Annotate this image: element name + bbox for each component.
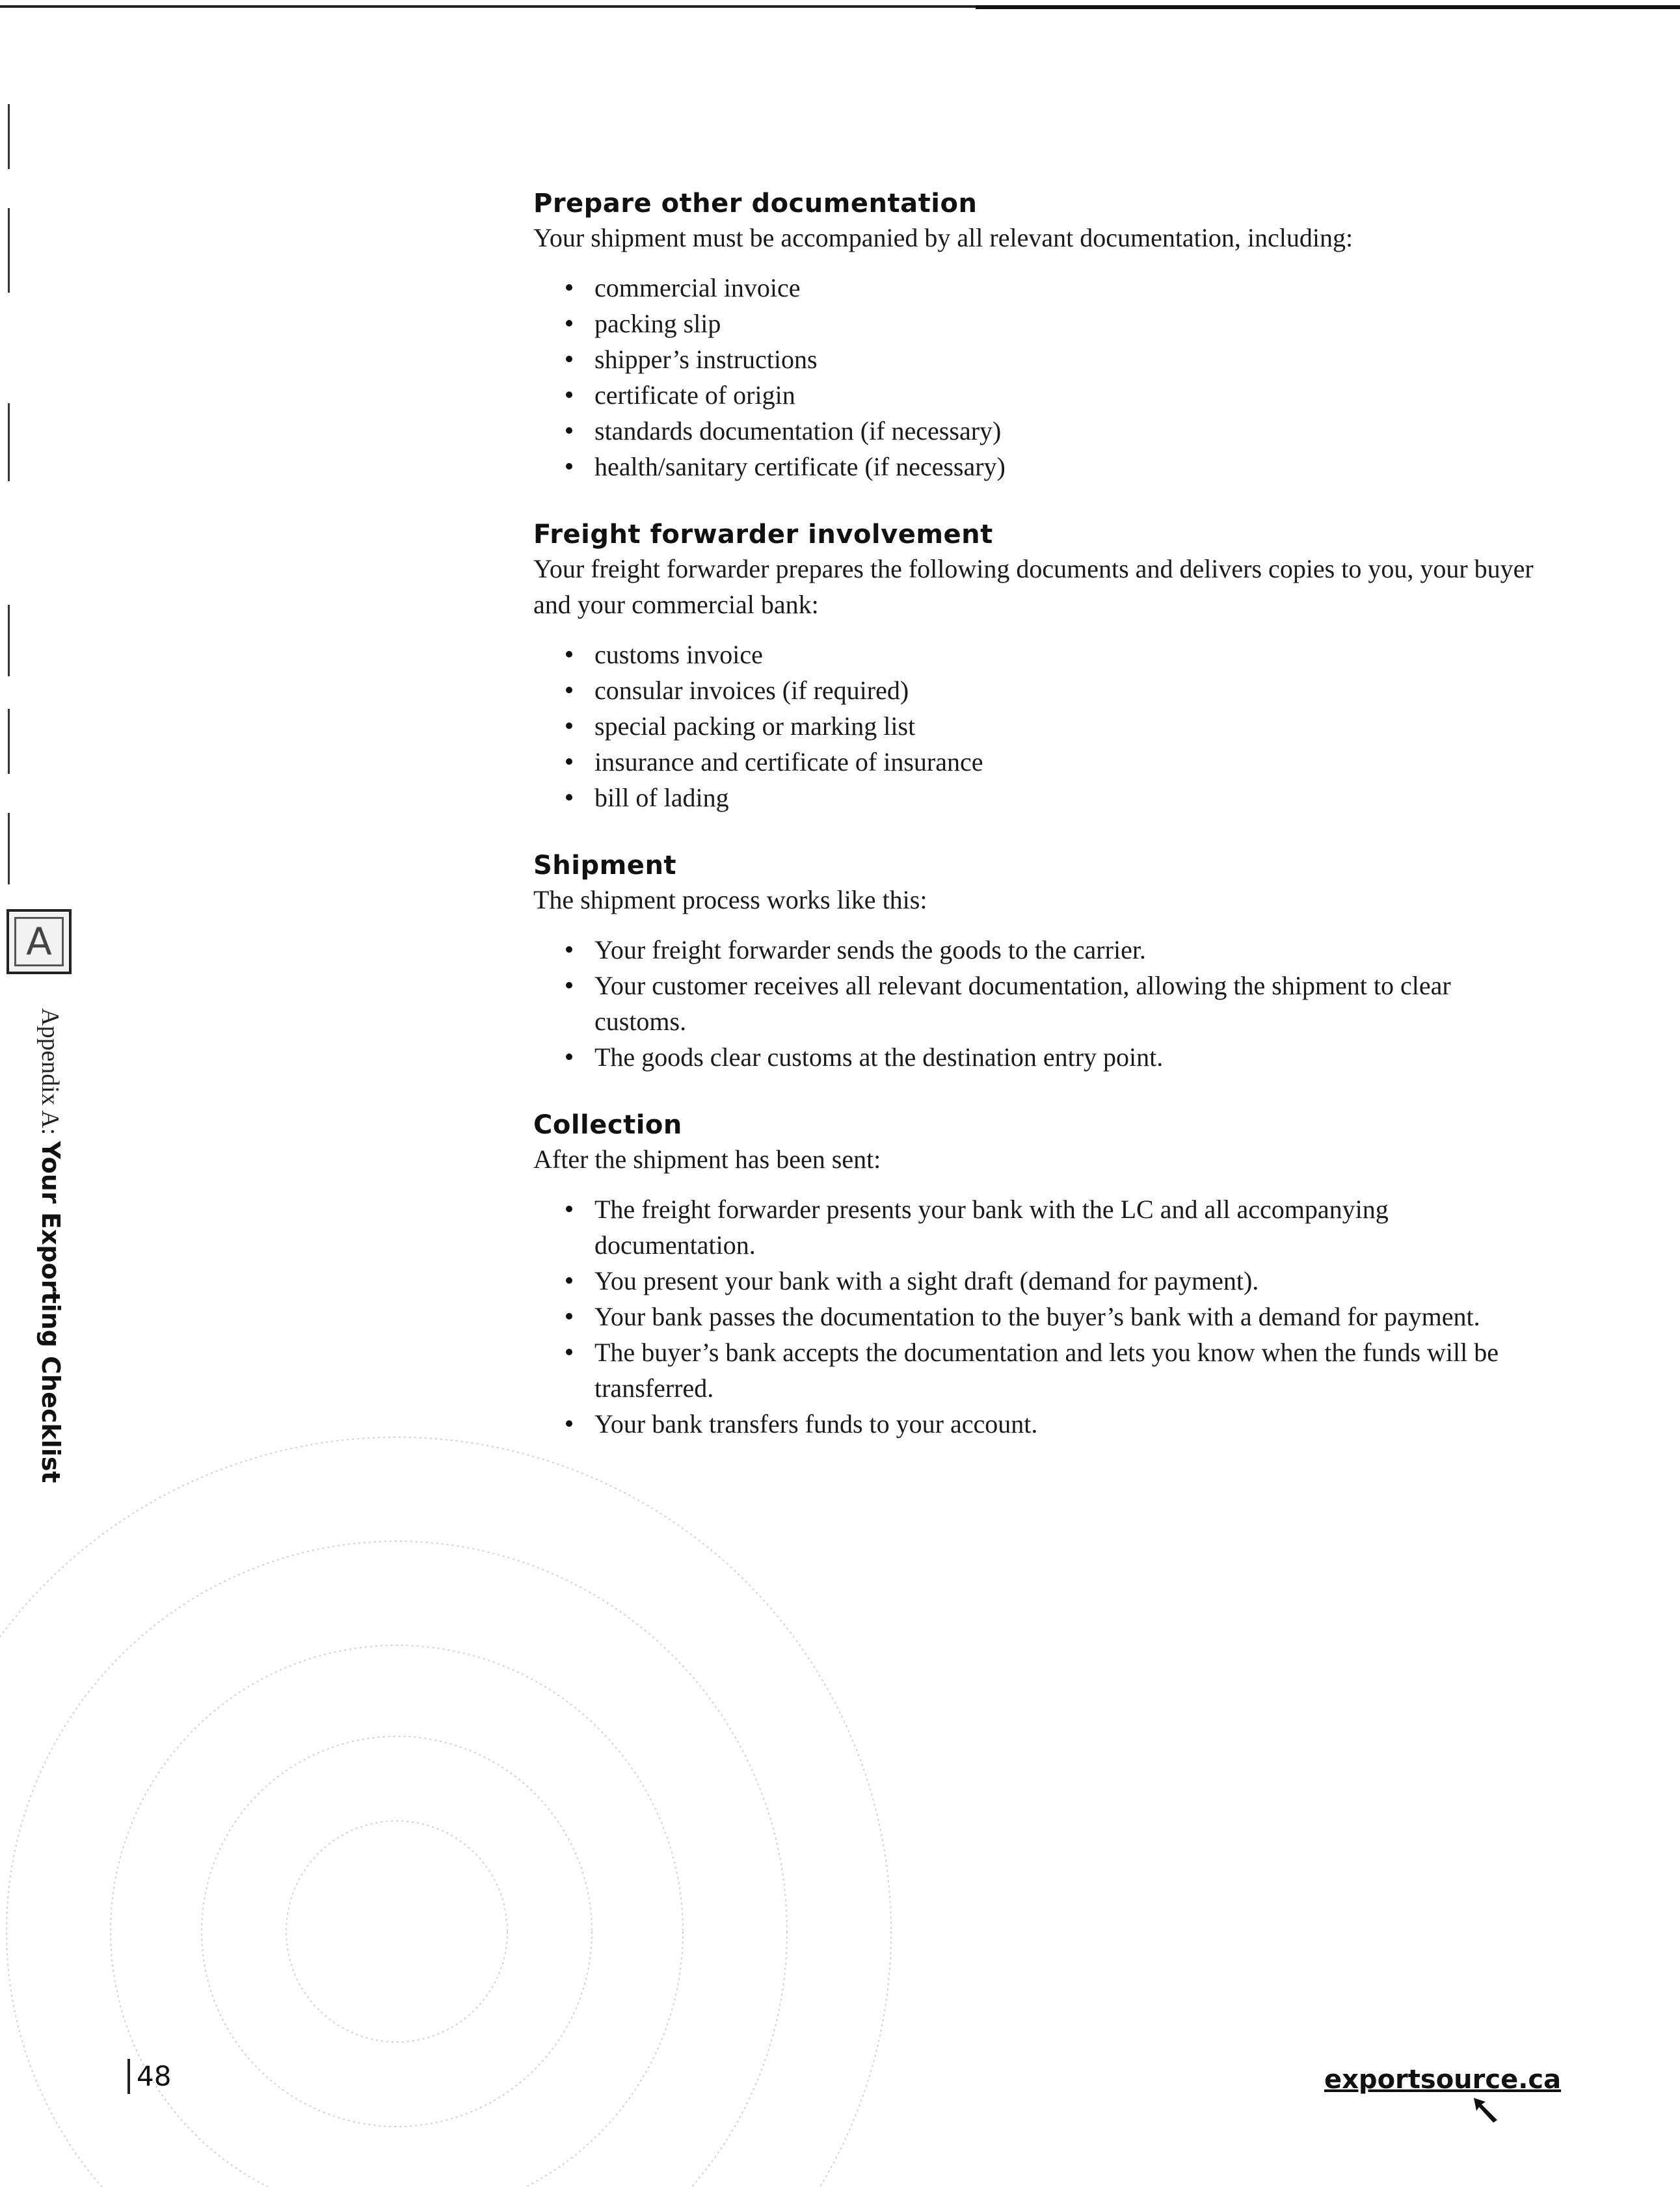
list-item: The freight forwarder presents your bank with the LC and all accompanying documentation. — [566, 1191, 1548, 1263]
list-item: certificate of origin — [566, 377, 1548, 413]
bullet-list — [533, 637, 1548, 815]
section-heading: Freight forwarder involvement — [533, 520, 993, 550]
section-intro: After the shipment has been sent: — [533, 1145, 881, 1174]
section-intro: Your freight forwarder prepares the following documents and delivers copies to you, your buyer and your commercial bank: — [533, 554, 1534, 619]
cursor-arrow-icon — [1471, 2095, 1510, 2128]
list-item: special packing or marking list — [566, 708, 1548, 744]
section-intro: The shipment process works like this: — [533, 885, 927, 914]
margin-rule — [8, 813, 10, 884]
margin-rule — [8, 709, 10, 774]
list-item: Your bank passes the documentation to the buyer’s bank with a demand for payment. — [566, 1299, 1548, 1334]
appendix-tab-letter: A — [26, 920, 52, 964]
list-item: The goods clear customs at the destination entry point. — [566, 1039, 1548, 1075]
appendix-title: Your Exporting Checklist — [36, 1141, 65, 1483]
list-item: You present your bank with a sight draft (demand for payment). — [566, 1263, 1548, 1299]
margin-rule — [8, 208, 10, 293]
bullet-list — [533, 932, 1548, 1075]
list-item: health/sanitary certificate (if necessary) — [566, 449, 1548, 484]
bullet-list — [533, 1191, 1548, 1442]
section-heading: Prepare other documentation — [533, 189, 978, 219]
margin-rule — [8, 403, 10, 481]
list-item: customs invoice — [566, 637, 1548, 672]
list-item: Your customer receives all relevant documentation, allowing the shipment to clear customs. — [566, 968, 1548, 1039]
list-item: consular invoices (if required) — [566, 672, 1548, 708]
section — [533, 520, 1548, 815]
section — [533, 851, 1548, 1075]
appendix-tab — [7, 909, 72, 974]
list-item: Your freight forwarder sends the goods to the carrier. — [566, 932, 1548, 968]
list-item: bill of lading — [566, 780, 1548, 815]
side-running-title — [36, 1008, 65, 1483]
margin-rule — [8, 104, 10, 169]
appendix-tab-icon — [14, 917, 64, 966]
section — [533, 1110, 1548, 1442]
section-heading: Collection — [533, 1110, 682, 1140]
list-item: commercial invoice — [566, 270, 1548, 306]
list-item: Your bank transfers funds to your account. — [566, 1406, 1548, 1442]
list-item: shipper’s instructions — [566, 341, 1548, 377]
site-link[interactable]: exportsource.ca — [1324, 2065, 1562, 2095]
list-item: packing slip — [566, 306, 1548, 341]
list-item: insurance and certificate of insurance — [566, 744, 1548, 780]
main-content — [533, 189, 1548, 1477]
section — [533, 189, 1548, 484]
section-heading: Shipment — [533, 851, 677, 881]
list-item: The buyer’s bank accepts the documentation and lets you know when the funds will be transferred. — [566, 1334, 1548, 1406]
margin-rule — [8, 605, 10, 676]
list-item: standards documentation (if necessary) — [566, 413, 1548, 449]
appendix-label: Appendix A: — [36, 1008, 64, 1135]
section-intro: Your shipment must be accompanied by all relevant documentation, including: — [533, 223, 1353, 252]
top-rule-right — [976, 5, 1680, 9]
bullet-list — [533, 270, 1548, 484]
page-number: 48 — [127, 2059, 171, 2094]
